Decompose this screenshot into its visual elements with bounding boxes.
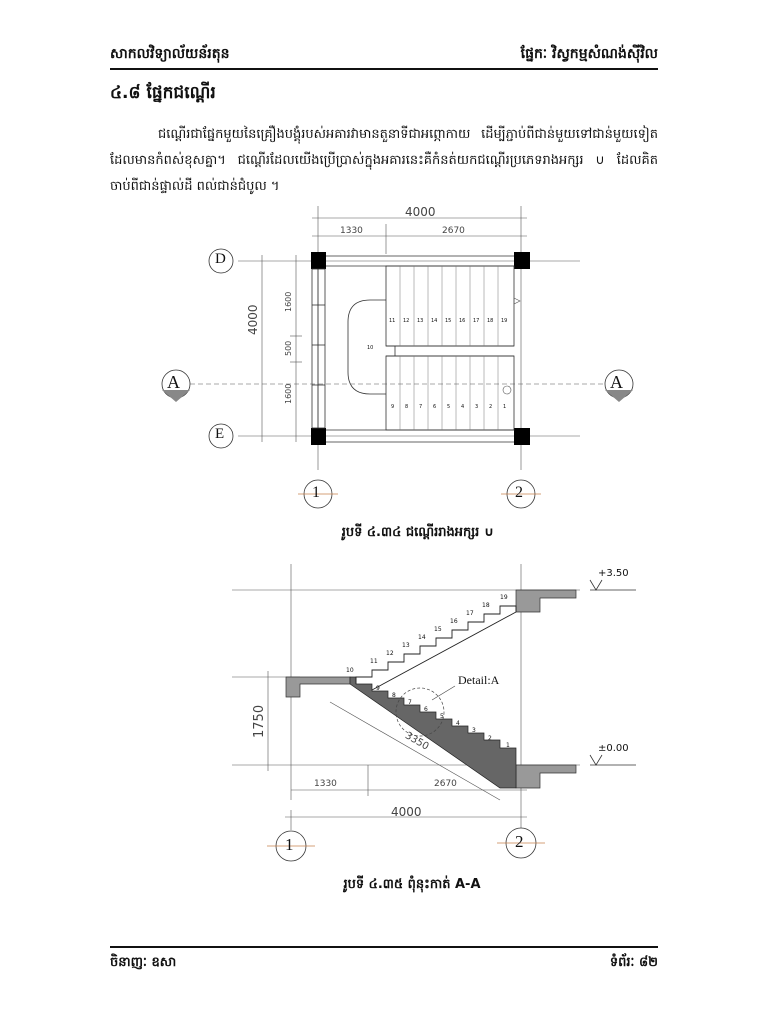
section-step-lower: 6: [424, 706, 428, 713]
section-step-upper: 17: [466, 610, 474, 617]
header-department: ផ្នែកៈ វិស្វកម្មសំណង់ស៊ីវិល: [520, 46, 658, 62]
section-step-upper: 12: [386, 650, 394, 657]
plan-step-lower: 3: [475, 404, 479, 410]
landing-number: 10: [367, 345, 374, 351]
plan-step-upper: 19: [501, 318, 508, 324]
section-step-upper: 14: [418, 634, 426, 641]
section-step-lower: 5: [440, 713, 444, 720]
plan-dim-vertical: 4000: [246, 304, 260, 335]
section-step-upper: 10: [346, 667, 354, 674]
plan-dim-v2: 500: [284, 340, 293, 356]
plan-dim-v3: 1600: [284, 383, 293, 404]
plan-dim-total: 4000: [405, 205, 436, 219]
section-dim-right: 2670: [434, 779, 457, 789]
section-dim-height: 1750: [252, 704, 267, 738]
section-step-upper: 15: [434, 626, 442, 633]
section-step-upper: 16: [450, 618, 458, 625]
section-step-upper: 11: [370, 658, 378, 665]
section-step-upper: 13: [402, 642, 410, 649]
plan-step-lower: 8: [405, 404, 409, 410]
plan-step-upper: 13: [417, 318, 424, 324]
section-grid-1: 1: [285, 835, 294, 854]
section-step-upper: 18: [482, 602, 490, 609]
level-top: +3.50: [598, 568, 629, 579]
section-title: ៤.៨ ផ្នែកជណ្ដើរ: [110, 83, 216, 103]
figure-caption-section: រូបទី ៤.៣៥ ពុំនុះកាត់ A-A: [343, 877, 481, 892]
grid-bubble-d: D: [215, 251, 226, 267]
figure-caption-plan: រូបទី ៤.៣៤ ជណ្ដើររាងអក្សរ ∪: [341, 525, 495, 540]
section-step-lower: 1: [506, 742, 510, 749]
plan-step-lower: 9: [391, 404, 395, 410]
section-mark-right: A: [610, 372, 623, 392]
plan-step-lower: 4: [461, 404, 465, 410]
plan-step-upper: 15: [445, 318, 452, 324]
plan-dim-left: 1330: [340, 226, 363, 236]
plan-dim-right: 2670: [442, 226, 465, 236]
grid-bubble-e: E: [215, 426, 225, 442]
section-step-lower: 4: [456, 720, 460, 727]
plan-step-lower: 2: [489, 404, 493, 410]
section-step-lower: 2: [488, 735, 492, 742]
plan-dim-v1: 1600: [284, 291, 293, 312]
plan-step-upper: 18: [487, 318, 494, 324]
section-dim-slope: 3350: [402, 730, 431, 753]
section-step-lower: 7: [408, 699, 412, 706]
plan-step-upper: 12: [403, 318, 410, 324]
section-dim-total: 4000: [391, 805, 422, 819]
plan-step-upper: 14: [431, 318, 438, 324]
section-step-lower: 3: [472, 727, 476, 734]
level-bottom: ±0.00: [598, 743, 629, 754]
plan-step-upper: 11: [389, 318, 396, 324]
body-paragraph: ជណ្ដើរជាផ្នែកមួយនៃគ្រឿងបង្គុំរបស់អគារវាមានតួនាទីជាអព្ភោកាយ ដើម្បីភ្ជាប់ពីជាន់មួយទៅជាន់មួយទៀតដែលមានកំពស់ខុសគ្នា។ ជណ្ដើរដែលយើងប្រើប្រាស់ក្នុងអគារនេះគឺកំនត់យកជណ្ដើរប្រភេទរាងអក្សរ ∪ ដែលគិតចាប់ពីជាន់ផ្ទាល់ដី ពល់ជាន់ជំបូល ។: [110, 127, 658, 194]
plan-step-upper: 16: [459, 318, 466, 324]
grid-bubble-1: 1: [312, 484, 320, 501]
footer-author: ចិនាញៈ ឧសា: [110, 955, 177, 970]
grid-bubble-2: 2: [515, 484, 523, 501]
plan-step-upper: 17: [473, 318, 480, 324]
detail-label: Detail:A: [458, 673, 500, 687]
section-step-lower: 8: [392, 692, 396, 699]
plan-step-lower: 7: [419, 404, 423, 410]
section-step-lower: 9: [376, 685, 380, 692]
page-footer: [110, 946, 658, 978]
plan-step-lower: 6: [433, 404, 437, 410]
section-step-upper: 19: [500, 594, 508, 601]
section-mark-left: A: [167, 372, 180, 392]
footer-page-number: ទំព័រៈ ៨២: [609, 955, 658, 970]
section-grid-2: 2: [515, 832, 524, 851]
header-university: សាកលវិទ្យាល័យន័រតុន: [110, 46, 230, 62]
plan-step-lower: 1: [503, 404, 507, 410]
plan-step-lower: 5: [447, 404, 451, 410]
section-dim-left: 1330: [314, 779, 337, 789]
